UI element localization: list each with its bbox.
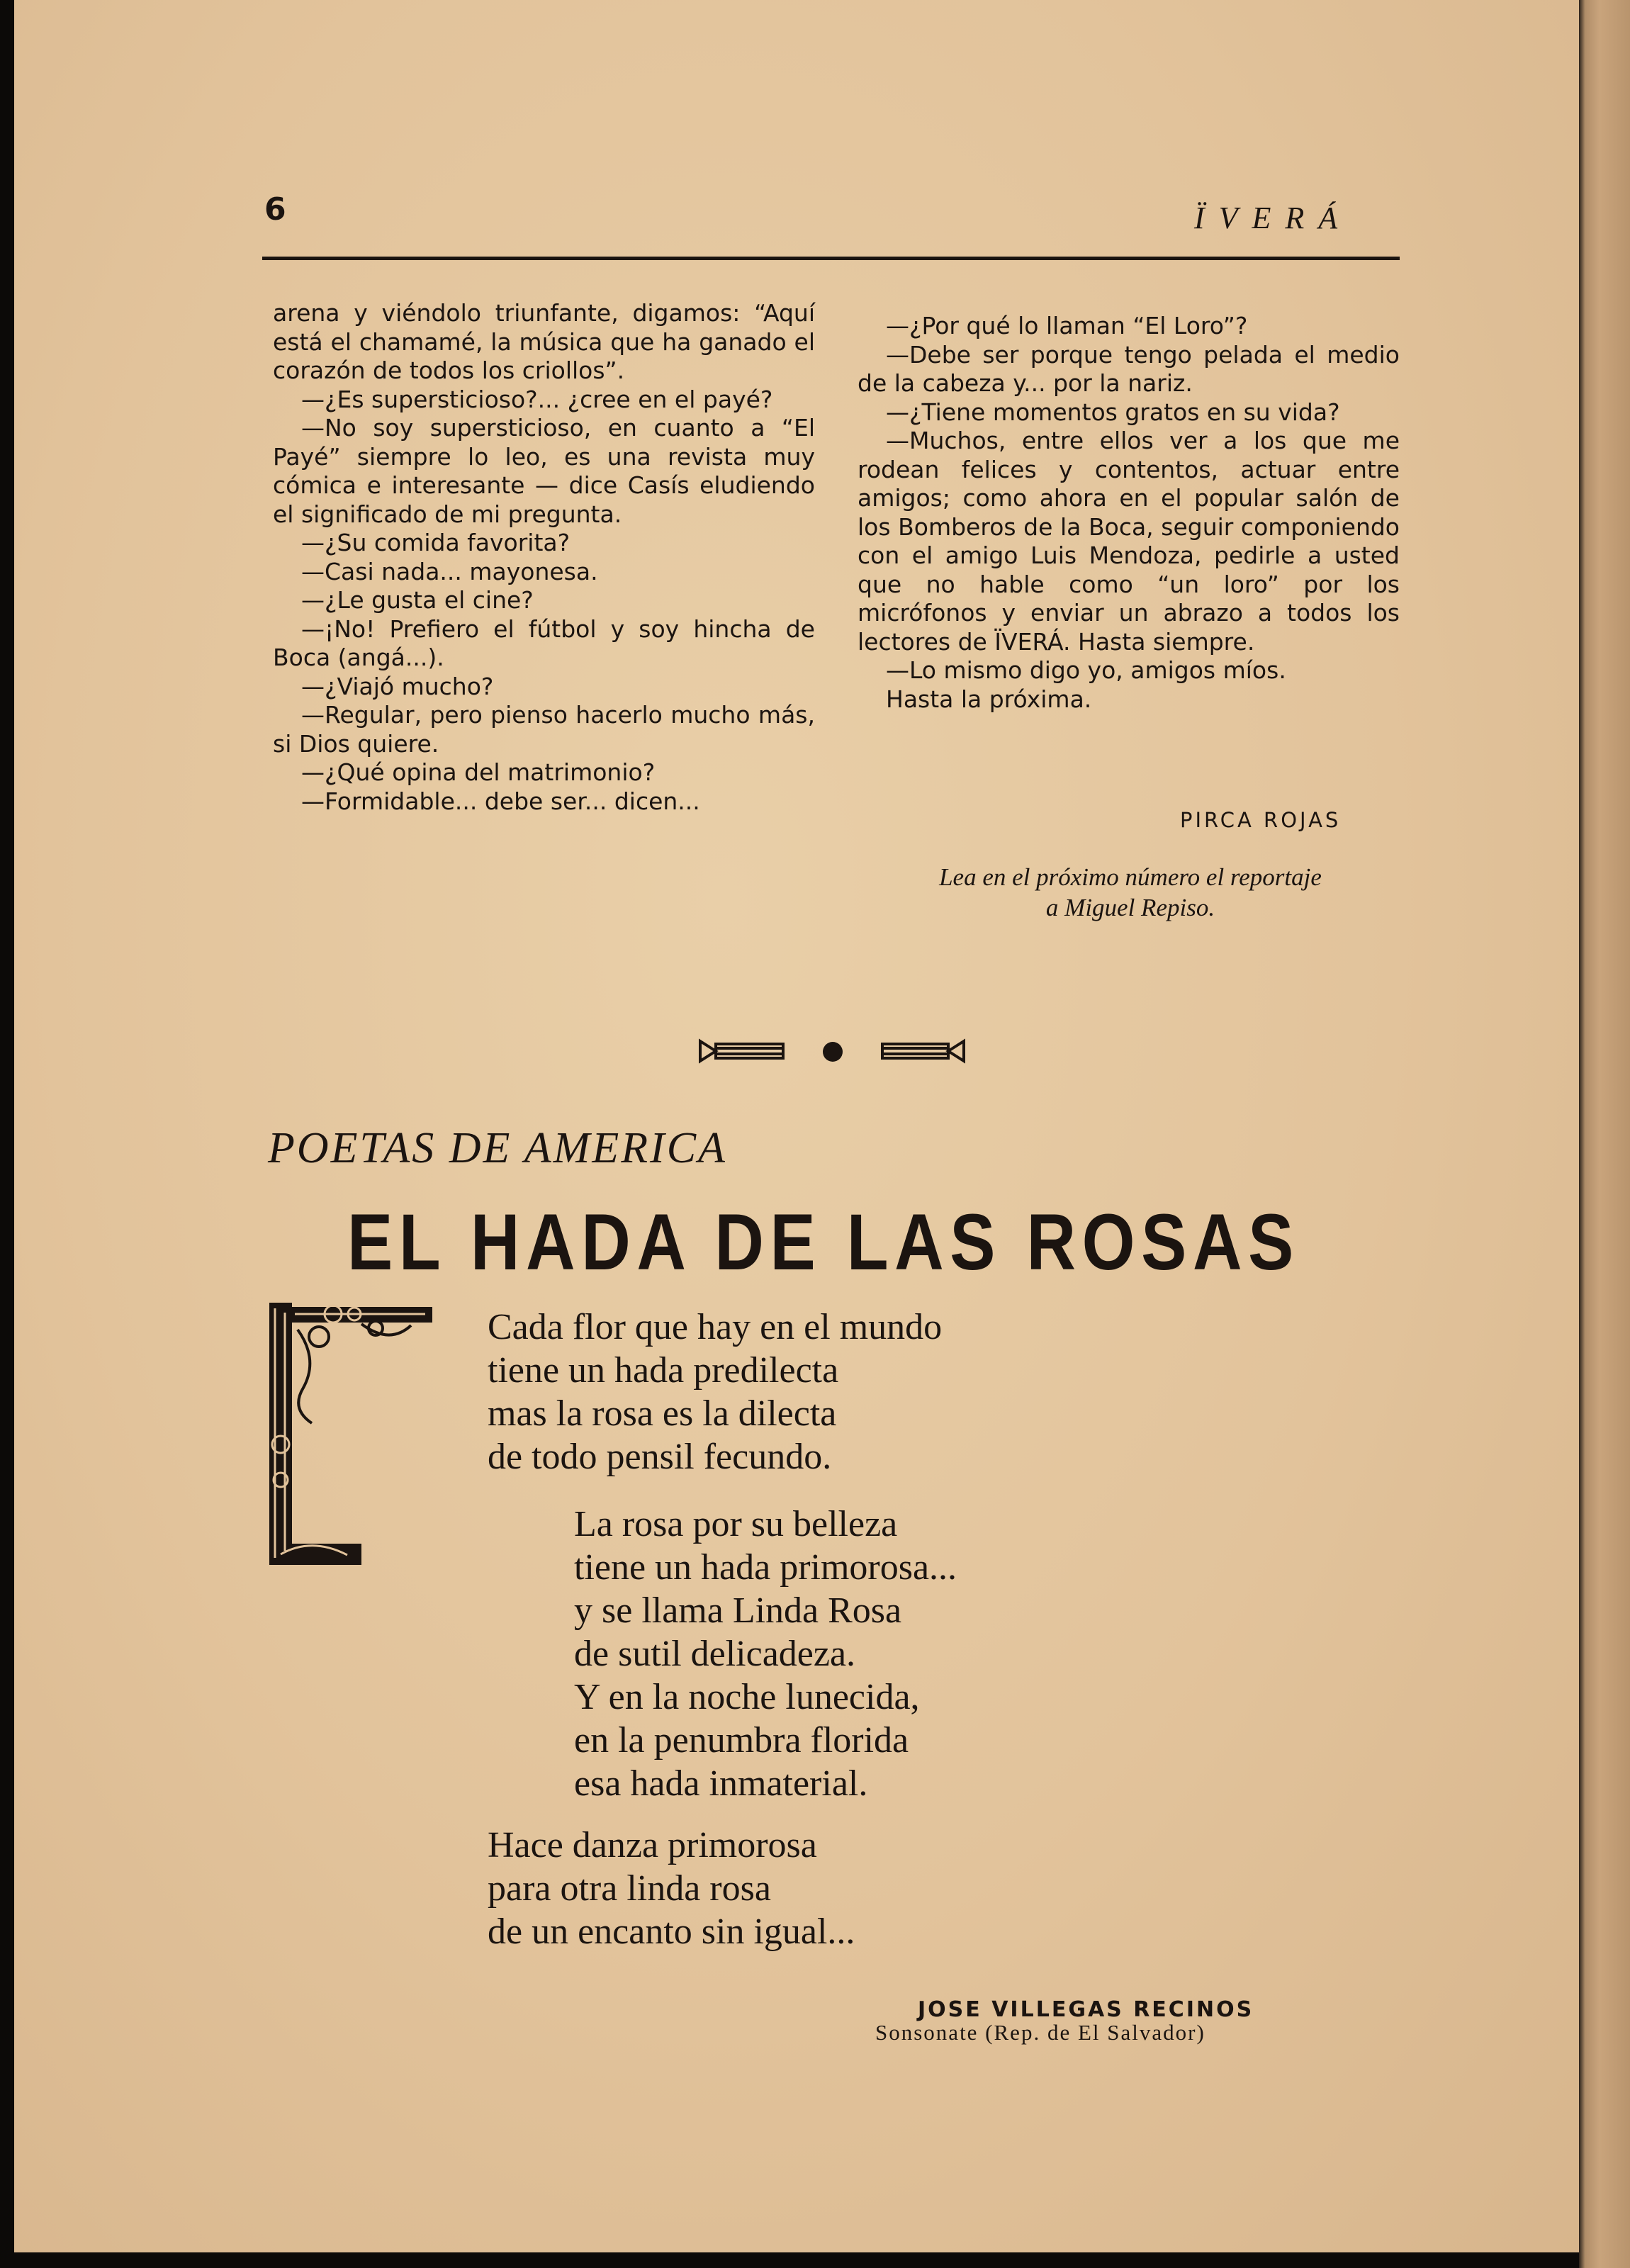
paragraph: —Lo mismo digo yo, amigos míos. [886, 656, 1286, 684]
page-number: 6 [264, 191, 286, 228]
paragraph: —¿Su comida favorita? [301, 529, 570, 556]
poem-stanza [488, 1824, 855, 1953]
poem-line: de un encanto sin igual... [488, 1911, 855, 1952]
header-rule [262, 257, 1400, 260]
paragraph: —¿Tiene momentos gratos en su vida? [886, 398, 1340, 426]
paragraph: —¿Le gusta el cine? [301, 586, 534, 614]
next-issue-line: Lea en el próximo número el reportaje [939, 863, 1322, 891]
paragraph: —¿Es supersticioso?... ¿cree en el payé? [301, 385, 773, 413]
poem-stanza [488, 1306, 942, 1478]
section-kicker: POETAS DE AMERICA [268, 1124, 727, 1172]
interview-signature: PIRCA ROJAS [1180, 808, 1342, 832]
poem-line: para otra linda rosa [488, 1868, 771, 1909]
paragraph: —¿Viajó mucho? [301, 672, 494, 700]
poem-line: de todo pensil fecundo. [488, 1437, 832, 1477]
poem-line: tiene un hada primorosa... [574, 1547, 957, 1588]
ornamental-initial-icon [269, 1303, 454, 1572]
poem-line: de sutil delicadeza. [574, 1634, 856, 1674]
poem-author-place: Sonsonate (Rep. de El Salvador) [875, 2020, 1205, 2045]
paragraph: arena y viéndolo triunfante, digamos: “Aquí está el chamamé, la música que ha ganado el corazón de todos los criollos”. [273, 299, 815, 384]
paragraph: —¡No! Prefiero el fútbol y soy hincha de Boca (angá...). [273, 614, 815, 671]
facing-page-edge [1579, 0, 1630, 2268]
interview-left-column [273, 299, 815, 816]
poem-author: JOSE VILLEGAS RECINOS [918, 1997, 1254, 2022]
paragraph: —Debe ser porque tengo pelada el medio de la cabeza y... por la nariz. [858, 340, 1400, 397]
poem-line: en la penumbra florida [574, 1720, 909, 1761]
magazine-name: ÏVERÁ [1194, 201, 1352, 235]
poem-title: EL HADA DE LAS ROSAS [347, 1198, 1300, 1286]
interview-right-column [858, 312, 1400, 714]
poem-line: Y en la noche lunecida, [574, 1677, 920, 1717]
poem-stanza [574, 1503, 957, 1805]
magazine-page [14, 0, 1591, 2252]
poem-line: tiene un hada predilecta [488, 1350, 839, 1391]
paragraph: —Formidable... debe ser... dicen... [301, 787, 700, 815]
ornament-divider-icon [695, 1031, 971, 1077]
paragraph: Hasta la próxima. [886, 685, 1092, 713]
poem-line: La rosa por su belleza [574, 1504, 898, 1544]
paragraph: —Muchos, entre ellos ver a los que me rodean felices y contentos, actuar entre amigos; como ahora en el popular salón de los Bomberos de la Boca, seguir componiendo con el amigo Luis Mendoza, pedirle a usted que no hable como “un loro” por los micrófonos y enviar un abrazo a todos los lectores de ÏVERÁ. Hasta siempre. [858, 427, 1400, 656]
paragraph: —No soy supersticioso, en cuanto a “El Payé” siempre lo leo, es una revista muy cómica e interesante — dice Casís eludiendo el significado de mi pregunta. [273, 414, 815, 528]
poem-line: Hace danza primorosa [488, 1825, 817, 1865]
poem-line: esa hada inmaterial. [574, 1763, 868, 1804]
poem-line: mas la rosa es la dilecta [488, 1393, 837, 1434]
poem-line: y se llama Linda Rosa [574, 1590, 902, 1631]
paragraph: —¿Por qué lo llaman “El Loro”? [886, 312, 1248, 339]
paragraph: —Regular, pero pienso hacerlo mucho más, si Dios quiere. [273, 701, 815, 758]
paragraph: —Casi nada... mayonesa. [301, 557, 598, 585]
next-issue-note [850, 862, 1410, 923]
poem-line: Cada flor que hay en el mundo [488, 1307, 943, 1347]
paragraph: —¿Qué opina del matrimonio? [301, 758, 656, 786]
next-issue-line: a Miguel Repiso. [1045, 894, 1215, 921]
